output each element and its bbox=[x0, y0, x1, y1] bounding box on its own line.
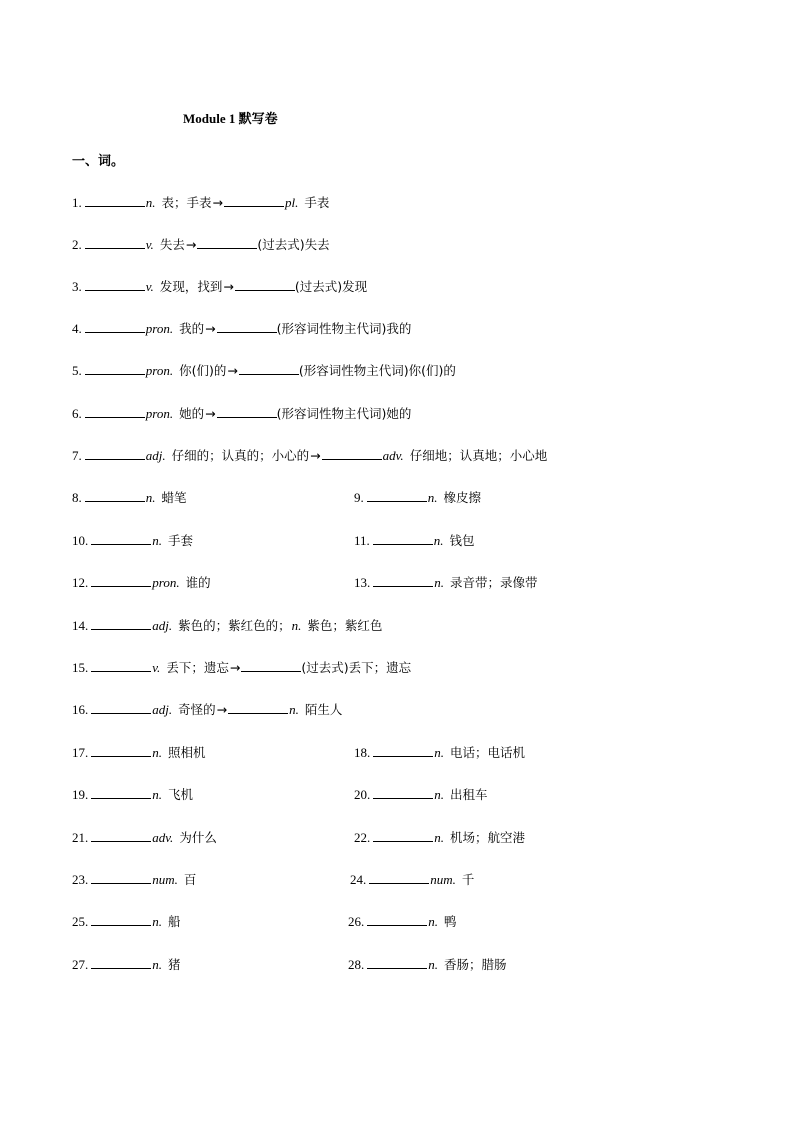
item-meaning: 手表 bbox=[304, 195, 330, 210]
vocab-row bbox=[0, 869, 794, 891]
part-of-speech: n. bbox=[427, 490, 438, 505]
item-meaning: 录音带；录像带 bbox=[450, 575, 538, 590]
item-meaning: 紫色的；紫红色的； bbox=[178, 618, 291, 633]
item-number: 15. bbox=[72, 660, 89, 675]
vocab-item bbox=[72, 699, 342, 720]
item-meaning: 飞机 bbox=[168, 787, 194, 802]
item-number: 6. bbox=[72, 406, 82, 421]
part-of-speech: adj. bbox=[145, 448, 166, 463]
item-number: 21. bbox=[72, 830, 89, 845]
vocab-item bbox=[72, 615, 382, 636]
answer-blank[interactable] bbox=[367, 487, 427, 502]
vocab-item bbox=[72, 657, 411, 678]
vocab-item bbox=[348, 911, 457, 932]
arrow-icon: → bbox=[229, 660, 241, 675]
answer-blank[interactable] bbox=[85, 403, 145, 418]
item-number: 11. bbox=[354, 533, 370, 548]
answer-blank[interactable] bbox=[373, 572, 433, 587]
vocab-item bbox=[72, 784, 193, 805]
answer-blank[interactable] bbox=[91, 827, 151, 842]
item-meaning: 照相机 bbox=[168, 745, 206, 760]
item-meaning: 发现，找到 bbox=[159, 279, 223, 294]
item-number: 17. bbox=[72, 745, 89, 760]
vocab-item bbox=[72, 276, 367, 297]
vocab-row bbox=[0, 954, 794, 976]
vocab-item bbox=[72, 234, 330, 255]
item-meaning: (过去式)发现 bbox=[294, 279, 368, 294]
answer-blank[interactable] bbox=[91, 911, 151, 926]
vocab-item bbox=[354, 827, 525, 848]
part-of-speech: n. bbox=[152, 914, 162, 929]
vocab-item bbox=[72, 827, 217, 848]
vocab-row bbox=[0, 615, 794, 637]
vocab-item bbox=[354, 487, 481, 508]
item-meaning: (形容词性物主代词)我的 bbox=[276, 321, 412, 336]
item-number: 3. bbox=[72, 279, 82, 294]
page-title: Module 1 默写卷 bbox=[183, 111, 278, 126]
item-meaning: 橡皮擦 bbox=[443, 490, 482, 505]
item-number: 12. bbox=[72, 575, 89, 590]
vocab-row bbox=[0, 234, 794, 256]
answer-blank[interactable] bbox=[85, 318, 145, 333]
vocab-row bbox=[0, 403, 794, 425]
item-meaning: 我的 bbox=[179, 321, 205, 336]
item-meaning: 鸭 bbox=[444, 914, 457, 929]
item-number: 13. bbox=[354, 575, 371, 590]
part-of-speech: n. bbox=[434, 787, 444, 802]
item-meaning: 紫色；紫红色 bbox=[307, 618, 383, 633]
item-meaning: 她的 bbox=[179, 406, 205, 421]
item-meaning: 为什么 bbox=[179, 830, 217, 845]
answer-blank[interactable] bbox=[217, 318, 277, 333]
section-heading: 一、词。 bbox=[72, 154, 125, 169]
arrow-icon: → bbox=[212, 195, 223, 210]
part-of-speech: n. bbox=[433, 533, 444, 548]
item-number: 10. bbox=[72, 533, 89, 548]
item-meaning: 丢下；遗忘 bbox=[166, 660, 229, 675]
item-number: 9. bbox=[354, 490, 364, 505]
vocab-row bbox=[0, 445, 794, 467]
item-number: 7. bbox=[72, 448, 82, 463]
answer-blank[interactable] bbox=[91, 657, 151, 672]
answer-blank[interactable] bbox=[241, 657, 301, 672]
vocab-row bbox=[0, 318, 794, 340]
part-of-speech: v. bbox=[145, 279, 154, 294]
vocab-item bbox=[72, 911, 181, 932]
item-meaning: 猪 bbox=[168, 957, 181, 972]
item-number: 28. bbox=[348, 957, 365, 972]
answer-blank[interactable] bbox=[197, 234, 257, 249]
part-of-speech: adj. bbox=[152, 702, 173, 717]
vocab-row bbox=[0, 784, 794, 806]
vocab-item bbox=[72, 445, 547, 466]
item-number: 14. bbox=[72, 618, 89, 633]
arrow-icon: → bbox=[310, 448, 321, 463]
vocab-row bbox=[0, 276, 794, 298]
part-of-speech: adj. bbox=[152, 618, 173, 633]
arrow-icon: → bbox=[205, 321, 216, 336]
vocab-row bbox=[0, 360, 794, 382]
answer-blank[interactable] bbox=[228, 699, 288, 714]
item-meaning: 机场；航空港 bbox=[450, 830, 526, 845]
vocab-item bbox=[72, 572, 211, 593]
vocab-item bbox=[72, 742, 206, 763]
vocab-item bbox=[72, 192, 329, 213]
answer-blank[interactable] bbox=[367, 954, 427, 969]
arrow-icon: → bbox=[185, 237, 197, 252]
answer-blank[interactable] bbox=[369, 869, 429, 884]
vocab-item bbox=[354, 530, 475, 551]
part-of-speech: pron. bbox=[145, 321, 174, 336]
item-meaning: 出租车 bbox=[450, 787, 488, 802]
arrow-icon: → bbox=[227, 363, 238, 378]
item-meaning: (过去式)失去 bbox=[257, 237, 330, 252]
answer-blank[interactable] bbox=[91, 869, 151, 884]
part-of-speech: n. bbox=[152, 957, 162, 972]
vocab-row bbox=[0, 572, 794, 594]
vocab-item bbox=[72, 318, 411, 339]
vocab-item bbox=[348, 954, 507, 975]
part-of-speech: n. bbox=[428, 914, 438, 929]
vocab-item bbox=[72, 530, 193, 551]
item-meaning: 电话；电话机 bbox=[450, 745, 526, 760]
item-number: 8. bbox=[72, 490, 82, 505]
part-of-speech: num. bbox=[152, 872, 178, 887]
vocab-item bbox=[354, 572, 538, 593]
part-of-speech: n. bbox=[434, 575, 444, 590]
part-of-speech: num. bbox=[430, 872, 456, 887]
part-of-speech: v. bbox=[145, 237, 154, 252]
arrow-icon: → bbox=[223, 279, 234, 294]
item-meaning: 表；手表 bbox=[161, 195, 212, 210]
vocab-item bbox=[354, 784, 488, 805]
answer-blank[interactable] bbox=[91, 699, 151, 714]
vocab-item bbox=[72, 954, 181, 975]
answer-blank[interactable] bbox=[373, 742, 433, 757]
item-meaning: (过去式)丢下；遗忘 bbox=[301, 660, 412, 675]
item-meaning: 你(们)的 bbox=[179, 363, 227, 378]
answer-blank[interactable] bbox=[91, 954, 151, 969]
vocab-item bbox=[354, 742, 525, 763]
vocab-item bbox=[350, 869, 474, 890]
part-of-speech: n. bbox=[145, 195, 156, 210]
part-of-speech: n. bbox=[434, 830, 444, 845]
item-meaning: 蜡笔 bbox=[161, 490, 187, 505]
item-number: 24. bbox=[350, 872, 367, 887]
part-of-speech: adv. bbox=[382, 448, 404, 463]
answer-blank[interactable] bbox=[85, 360, 145, 375]
answer-blank[interactable] bbox=[91, 530, 151, 545]
answer-blank[interactable] bbox=[91, 784, 151, 799]
arrow-icon: → bbox=[205, 406, 216, 421]
item-meaning: 失去 bbox=[159, 237, 185, 252]
item-number: 23. bbox=[72, 872, 89, 887]
item-number: 19. bbox=[72, 787, 89, 802]
vocab-row bbox=[0, 530, 794, 552]
vocab-item bbox=[72, 403, 411, 424]
answer-blank[interactable] bbox=[239, 360, 299, 375]
answer-blank[interactable] bbox=[91, 742, 151, 757]
vocab-row bbox=[0, 742, 794, 764]
item-number: 4. bbox=[72, 321, 82, 336]
answer-blank[interactable] bbox=[91, 615, 151, 630]
item-number: 27. bbox=[72, 957, 89, 972]
answer-blank[interactable] bbox=[85, 276, 145, 291]
vocab-item bbox=[72, 360, 456, 381]
item-number: 20. bbox=[354, 787, 371, 802]
vocab-item bbox=[72, 487, 187, 508]
answer-blank[interactable] bbox=[85, 192, 145, 207]
item-meaning: 陌生人 bbox=[304, 702, 343, 717]
item-number: 26. bbox=[348, 914, 365, 929]
vocab-row bbox=[0, 487, 794, 509]
item-meaning: 仔细地；认真地；小心地 bbox=[409, 448, 548, 463]
part-of-speech: pron. bbox=[145, 406, 174, 421]
item-number: 16. bbox=[72, 702, 89, 717]
vocab-row bbox=[0, 192, 794, 214]
answer-blank[interactable] bbox=[373, 530, 433, 545]
part-of-speech: adv. bbox=[152, 830, 174, 845]
answer-blank[interactable] bbox=[85, 445, 145, 460]
vocab-row bbox=[0, 911, 794, 933]
part-of-speech: n. bbox=[152, 533, 162, 548]
answer-blank[interactable] bbox=[217, 403, 277, 418]
answer-blank[interactable] bbox=[322, 445, 382, 460]
answer-blank[interactable] bbox=[85, 234, 145, 249]
item-meaning: (形容词性物主代词)她的 bbox=[276, 406, 412, 421]
vocab-item bbox=[72, 869, 196, 890]
part-of-speech: pron. bbox=[145, 363, 174, 378]
item-number: 25. bbox=[72, 914, 89, 929]
part-of-speech: pl. bbox=[285, 195, 299, 210]
part-of-speech: n. bbox=[145, 490, 156, 505]
item-meaning: (形容词性物主代词)你(们)的 bbox=[298, 363, 456, 378]
item-meaning: 千 bbox=[461, 872, 475, 887]
item-number: 5. bbox=[72, 363, 82, 378]
item-number: 2. bbox=[72, 237, 82, 252]
part-of-speech: v. bbox=[152, 660, 161, 675]
item-meaning: 钱包 bbox=[449, 533, 475, 548]
part-of-speech: n. bbox=[289, 702, 299, 717]
item-number: 22. bbox=[354, 830, 371, 845]
answer-blank[interactable] bbox=[85, 487, 145, 502]
part-of-speech: n. bbox=[428, 957, 438, 972]
item-number: 1. bbox=[72, 195, 82, 210]
item-meaning: 船 bbox=[168, 914, 181, 929]
item-meaning: 香肠；腊肠 bbox=[444, 957, 507, 972]
vocab-row bbox=[0, 827, 794, 849]
item-meaning: 谁的 bbox=[185, 575, 211, 590]
part-of-speech: n. bbox=[291, 618, 302, 633]
answer-blank[interactable] bbox=[373, 784, 433, 799]
item-meaning: 仔细的；认真的；小心的 bbox=[171, 448, 310, 463]
part-of-speech: n. bbox=[152, 745, 162, 760]
answer-blank[interactable] bbox=[235, 276, 295, 291]
vocab-row bbox=[0, 699, 794, 721]
answer-blank[interactable] bbox=[91, 572, 151, 587]
answer-blank[interactable] bbox=[224, 192, 284, 207]
answer-blank[interactable] bbox=[373, 827, 433, 842]
item-number: 18. bbox=[354, 745, 371, 760]
item-meaning: 百 bbox=[183, 872, 197, 887]
part-of-speech: pron. bbox=[152, 575, 180, 590]
item-meaning: 手套 bbox=[168, 533, 194, 548]
item-meaning: 奇怪的 bbox=[178, 702, 216, 717]
answer-blank[interactable] bbox=[367, 911, 427, 926]
arrow-icon: → bbox=[216, 702, 228, 717]
part-of-speech: n. bbox=[152, 787, 162, 802]
part-of-speech: n. bbox=[434, 745, 444, 760]
vocab-row bbox=[0, 657, 794, 679]
